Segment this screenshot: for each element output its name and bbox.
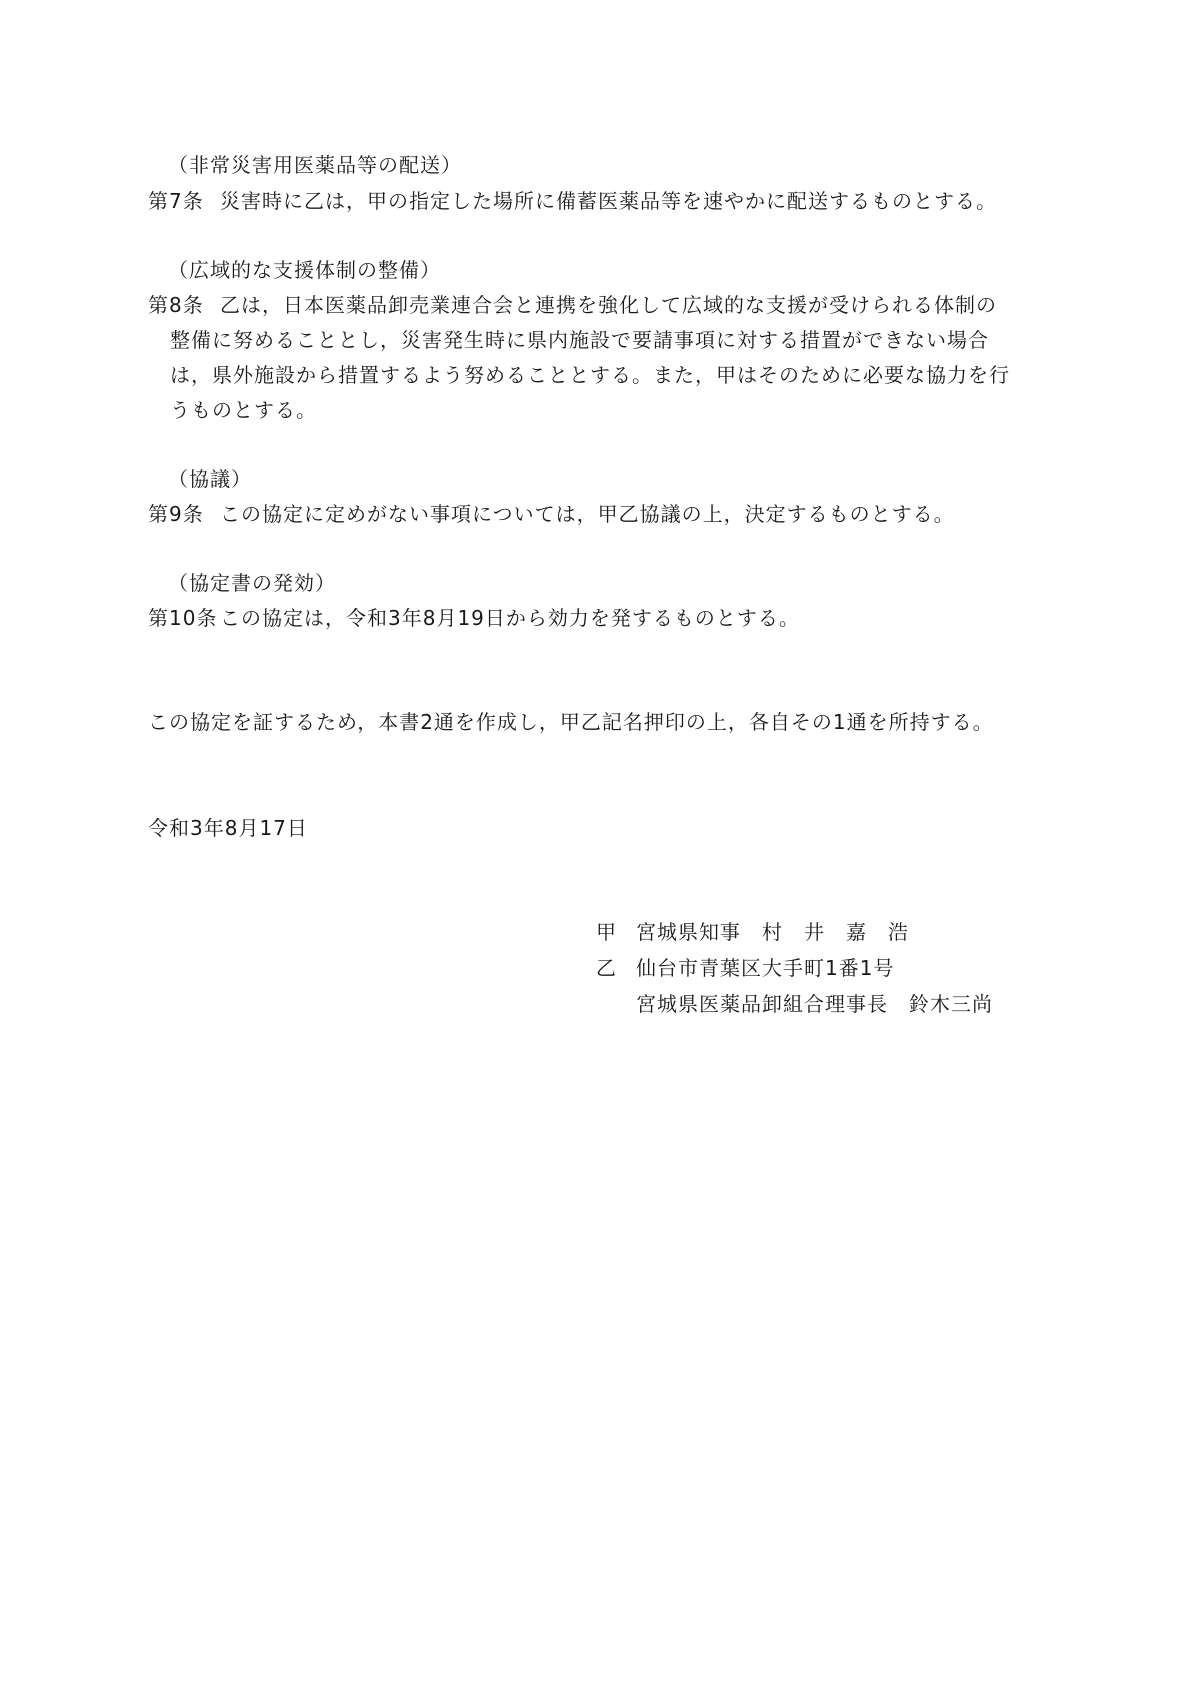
article-8-heading: （広域的な支援体制の整備）	[168, 258, 441, 282]
party-a-mark: 甲	[596, 920, 617, 944]
article-8-number: 第8条	[148, 293, 204, 317]
article-7-text: 災害時に乙は，甲の指定した場所に備蓄医薬品等を速やかに配送するものとする。	[220, 189, 997, 213]
party-a-signature	[596, 915, 909, 949]
party-b-address-line	[596, 951, 894, 985]
article-7-number: 第7条	[148, 189, 204, 213]
article-7-heading: （非常災害用医薬品等の配送）	[168, 153, 462, 177]
article-10-text: この協定は，令和3年8月19日から効力を発するものとする。	[220, 606, 800, 630]
article-10-number: 第10条	[148, 606, 218, 630]
article-10-body	[148, 601, 800, 635]
article-9-heading: （協議）	[168, 467, 252, 491]
article-8-line-2: 整備に努めることとし，災害発生時に県内施設で要請事項に対する措置ができない場合	[170, 328, 989, 352]
party-b-address: 仙台市青葉区大手町1番1号	[636, 956, 895, 980]
party-b-name: 宮城県医薬品卸組合理事長 鈴木三尚	[636, 992, 993, 1016]
article-8-line-4: うものとする。	[170, 398, 317, 422]
article-8-line-3: は，県外施設から措置するよう努めることとする。また，甲はそのために必要な協力を行	[170, 363, 1010, 387]
agreement-date: 令和3年8月17日	[148, 816, 308, 840]
party-b-mark: 乙	[596, 956, 617, 980]
article-8-text-1: 乙は，日本医薬品卸売業連合会と連携を強化して広域的な支援が受けられる体制の	[220, 293, 997, 317]
article-7-body	[148, 184, 997, 218]
party-a-name: 宮城県知事 村 井 嘉 浩	[636, 920, 909, 944]
article-9-body	[148, 497, 955, 531]
article-8-line-1	[148, 288, 997, 322]
article-9-number: 第9条	[148, 502, 204, 526]
article-9-text: この協定に定めがない事項については，甲乙協議の上，決定するものとする。	[220, 502, 955, 526]
article-10-heading: （協定書の発効）	[168, 571, 336, 595]
closing-statement: この協定を証するため，本書2通を作成し，甲乙記名押印の上，各自その1通を所持する。	[148, 710, 994, 734]
